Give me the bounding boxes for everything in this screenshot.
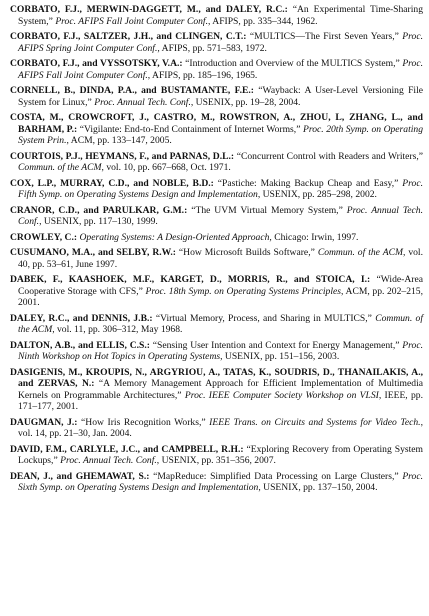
reference-venue: Proc. Fifth Symp. on Operating Systems Design and Implementation	[18, 177, 423, 200]
reference-authors: DABEK, F., KAASHOEK, M.F., KARGET, D., MORRIS, R., and STOICA, I.:	[10, 274, 371, 285]
reference-venue: Proc. Annual Tech. Conf.	[18, 204, 423, 227]
reference-entry	[10, 367, 423, 413]
reference-entry	[10, 340, 423, 363]
reference-title: “MULTICS—The First Seven Years,”	[246, 31, 403, 42]
reference-authors: CORBATO, F.J., SALTZER, J.H., and CLINGEN, C.T.:	[10, 31, 247, 42]
reference-title: “Wide-Area Cooperative Storage with CFS,”	[18, 274, 423, 297]
reference-details: , vol. 14, pp. 21–30, Jan. 2004.	[18, 416, 423, 439]
reference-authors: CROWLEY, C.:	[10, 231, 78, 243]
reference-title: “An Experimental Time-Sharing System,”	[18, 4, 423, 27]
reference-authors: DEAN, J., and GHEMAWAT, S.:	[10, 470, 150, 482]
reference-venue: Commun. of the ACM	[18, 312, 423, 335]
reference-entry	[10, 232, 423, 244]
reference-venue: Proc. AFIPS Fall Joint Computer Conf.	[55, 15, 208, 27]
reference-authors: CRANOR, C.D., and PARULKAR, G.M.:	[10, 204, 188, 216]
reference-title: “Wayback: A User-Level Versioning File System for Linux,”	[18, 85, 424, 108]
reference-details: , Chicago: Irwin, 1997.	[269, 231, 359, 243]
reference-venue: Proc. Sixth Symp. on Operating Systems Design and Implementation	[18, 470, 424, 493]
reference-title: “Introduction and Overview of the MULTICS System,”	[182, 58, 403, 69]
reference-title: “The UVM Virtual Memory System,”	[187, 204, 347, 216]
reference-title: “Vigilante: End-to-End Containment of Internet Worms,”	[77, 123, 303, 135]
reference-details: , AFIPS, pp. 571–583, 1972.	[157, 42, 267, 54]
reference-entry	[10, 112, 423, 147]
reference-entry	[10, 471, 423, 494]
reference-venue: Proc. Ninth Workshop on Hot Topics in Operating Systems	[18, 339, 423, 362]
reference-venue: Proc. 20th Symp. on Operating System Prin.	[18, 123, 424, 146]
reference-title: “Sensing User Intention and Context for Energy Management,”	[149, 339, 403, 351]
reference-details: , ACM, pp. 202–215, 2001.	[18, 285, 423, 308]
reference-entry	[10, 178, 423, 201]
reference-venue: Proc. 18th Symp. on Operating Systems Principles	[145, 285, 342, 297]
reference-details: , USENIX, pp. 19–28, 2004.	[190, 96, 301, 108]
reference-details: , vol. 11, pp. 306–312, May 1968.	[52, 324, 183, 335]
reference-venue: Proc. AFIPS Fall Joint Computer Conf.	[18, 58, 424, 81]
reference-authors: DALEY, R.C., and DENNIS, J.B.:	[10, 312, 153, 324]
reference-authors: DAVID, F.M., CARLYLE, J.C., and CAMPBELL, R.H.:	[10, 443, 244, 455]
reference-title: “Exploring Recovery from Operating System Lockups,”	[18, 443, 423, 466]
reference-venue: Commun. of the ACM	[317, 247, 403, 258]
reference-entry	[10, 205, 423, 228]
reference-entry	[10, 31, 423, 54]
reference-venue: Commun. of the ACM	[18, 162, 102, 173]
reference-authors: DAUGMAN, J.:	[10, 416, 78, 428]
reference-authors: COSTA, M., CROWCROFT, J., CASTRO, M., ROWSTRON, A., ZHOU, L, ZHANG, L., and BARHAM, P.:	[10, 112, 423, 135]
reference-entry	[10, 313, 423, 336]
reference-entry	[10, 58, 423, 81]
reference-venue: IEEE Trans. on Circuits and Systems for Video Tech.	[209, 416, 421, 428]
reference-authors: CORNELL, B., DINDA, P.A., and BUSTAMANTE, F.E.:	[10, 85, 254, 96]
reference-entry	[10, 85, 423, 108]
reference-authors: CUSUMANO, M.A., and SELBY, R.W.:	[10, 247, 176, 258]
reference-entry	[10, 247, 423, 270]
reference-title: “MapReduce: Simplified Data Processing on Large Clusters,”	[149, 470, 403, 482]
reference-title: “A Memory Management Approach for Efficient Implementation of Multimedia Kernels on Programmable Architectures,”	[18, 378, 423, 401]
reference-details: , ACM, pp. 133–147, 2005.	[66, 135, 172, 146]
reference-details: , USENIX, pp. 285–298, 2002.	[257, 189, 377, 200]
reference-details: , USENIX, pp. 151–156, 2003.	[220, 351, 340, 362]
reference-venue: Proc. Annual Tech. Conf.	[60, 455, 157, 466]
reference-title: “Virtual Memory, Process, and Sharing in MULTICS,”	[152, 312, 376, 324]
reference-details: , USENIX, pp. 351–356, 2007.	[156, 455, 276, 466]
reference-venue: Operating Systems: A Design-Oriented Approach	[79, 231, 270, 243]
reference-title: “How Iris Recognition Works,”	[77, 416, 210, 428]
reference-details: , vol. 10, pp. 667–668, Oct. 1971.	[101, 162, 231, 173]
reference-title: “Pastiche: Making Backup Cheap and Easy,”	[213, 177, 403, 189]
reference-details: , AFIPS, pp. 185–196, 1965.	[147, 69, 258, 81]
reference-entry	[10, 417, 423, 440]
reference-entry	[10, 274, 423, 309]
reference-details: , IEEE, pp. 171–177, 2001.	[18, 389, 423, 412]
reference-venue: Proc. Annual Tech. Conf.	[94, 96, 191, 108]
reference-authors: DASIGENIS, M., KROUPIS, N., ARGYRIOU, A., TATAS, K., SOUDRIS, D., THANAILAKIS, A., and ZERVAS, N.:	[10, 366, 423, 389]
reference-entry	[10, 151, 423, 174]
reference-venue: Proc. AFIPS Spring Joint Computer Conf.	[18, 31, 423, 54]
reference-authors: CORBATO, F.J., and VYSSOTSKY, V.A.:	[10, 58, 183, 69]
reference-details: , AFIPS, pp. 335–344, 1962.	[208, 15, 318, 27]
reference-details: , USENIX, pp. 117–130, 1999.	[39, 216, 158, 227]
reference-authors: COURTOIS, P.J., HEYMANS, F., and PARNAS, D.L.:	[10, 150, 235, 162]
reference-authors: DALTON, A.B., and ELLIS, C.S.:	[10, 339, 150, 351]
reference-authors: COX, L.P., MURRAY, C.D., and NOBLE, B.D.:	[10, 177, 214, 189]
reference-list	[10, 4, 423, 494]
reference-details: , vol. 40, pp. 53–61, June 1997.	[18, 247, 423, 270]
reference-title: “Concurrent Control with Readers and Writers,”	[234, 150, 423, 162]
reference-title: “How Microsoft Builds Software,”	[175, 247, 318, 258]
reference-entry	[10, 4, 423, 27]
reference-details: , USENIX, pp. 137–150, 2004.	[258, 482, 378, 493]
reference-entry	[10, 444, 423, 467]
reference-authors: CORBATO, F.J., MERWIN-DAGGETT, M., and DALEY, R.C.:	[10, 4, 288, 15]
reference-venue: Proc. IEEE Computer Society Workshop on VLSI	[184, 389, 379, 401]
